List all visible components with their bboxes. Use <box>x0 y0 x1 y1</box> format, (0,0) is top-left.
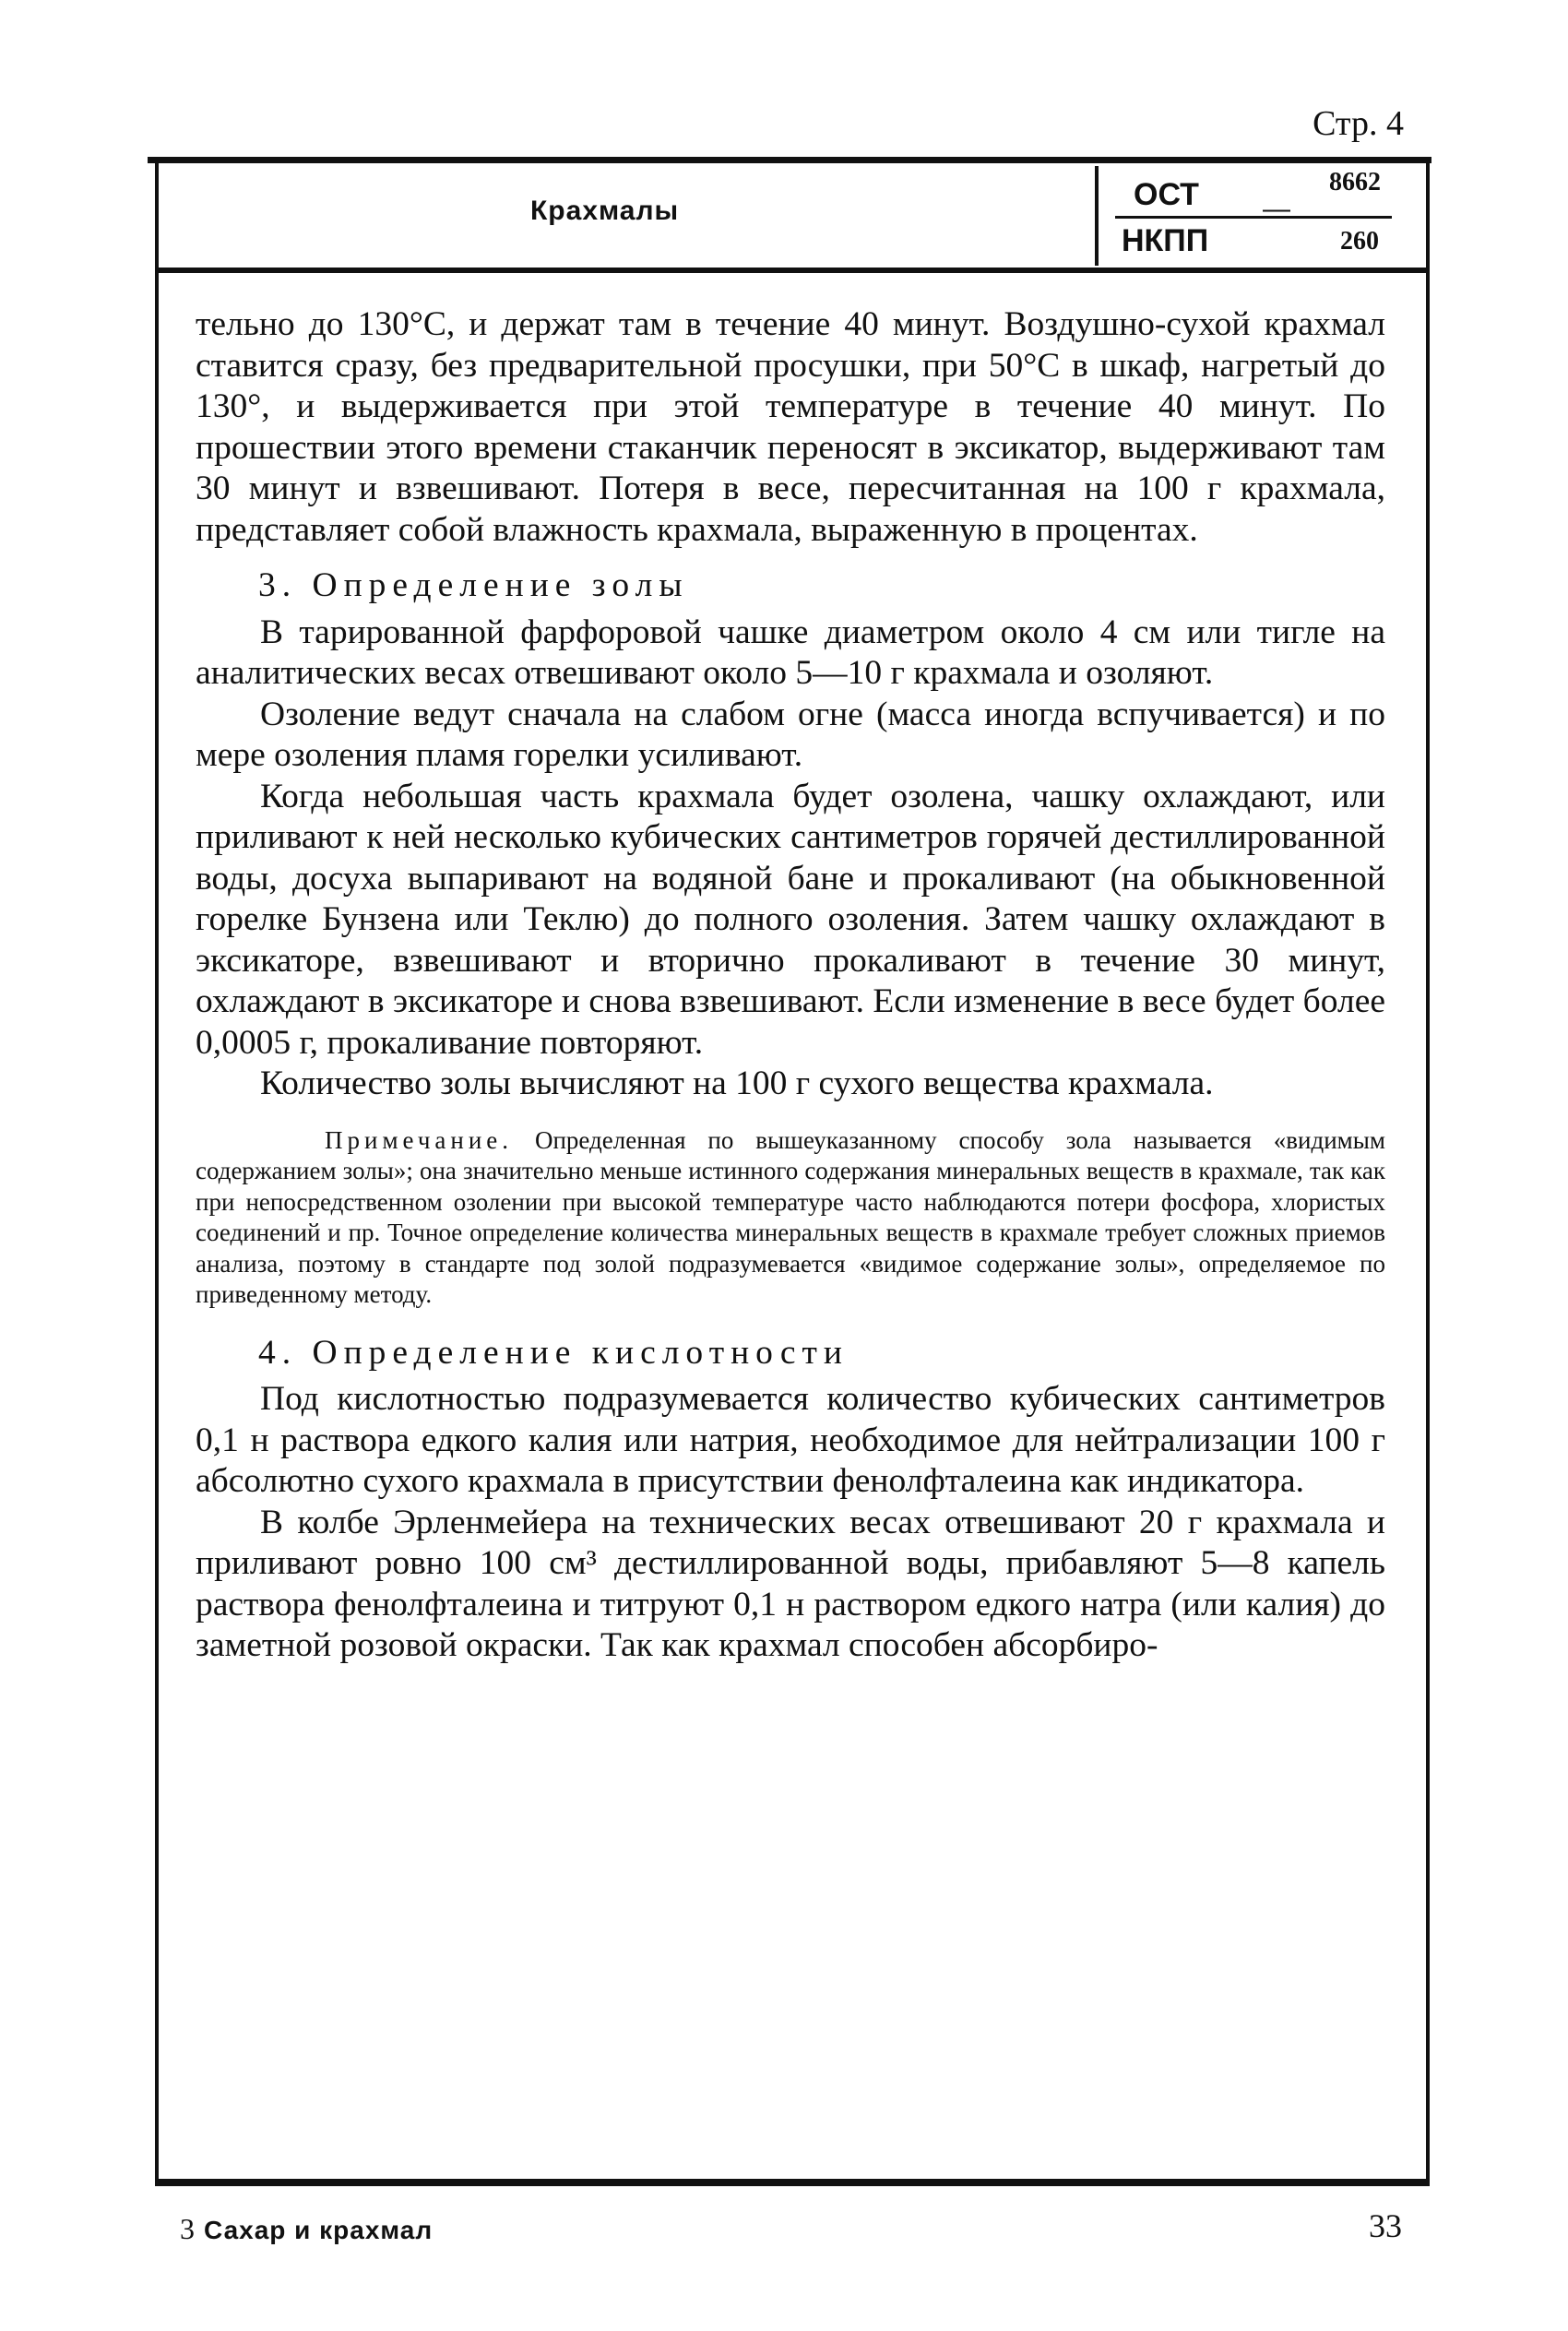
standard-dash: — <box>1263 194 1290 224</box>
paragraph-ash-burning: Озоление ведут сначала на слабом огне (масса иногда вспучивается) и по мере озоления пламя горелки усиливают. <box>196 695 1385 774</box>
note-lead: Примечание. <box>325 1125 514 1154</box>
standard-nkpp-label: НКПП <box>1122 223 1209 258</box>
section-heading-acidity: 4. Определение кислотности <box>258 1333 849 1372</box>
standard-divider <box>1115 216 1392 219</box>
paragraph-ash-calcination: Когда небольшая часть крахмала будет озолена, чашку охлаждают, или приливают к ней несколько кубических сантиметров горячей дестиллированной воды, досуха выпаривают на водяной бане и прокаливают (на обыкновенной горелке Бунзена или Теклю) до полного озоления. Затем чашку охлаждают в эксикаторе, взвешивают и вторично прокаливают в течение 30 минут, охлаждают в эксикаторе и снова взвешивают. Если изменение в весе будет более 0,0005 г, прокаливание повторяют. <box>196 777 1385 1062</box>
footer-sheet-number: 3 <box>180 2212 195 2245</box>
standard-designation <box>1095 166 1412 266</box>
standard-subnumber: 260 <box>1340 227 1379 256</box>
footer-page-number: 33 <box>1369 2207 1402 2244</box>
standard-number: 8662 <box>1329 168 1381 196</box>
standard-ost-label: ОСТ <box>1134 177 1199 212</box>
note-text: Определенная по вышеуказанному способу зола называется «видимым содержанием золы»; она значительно меньше истинного содержания минеральных веществ в крахмале, так как при непосредственном озолении при высокой температуре часто наблюдаются потери фосфора, хлористых соединений и пр. Точное определение количества минеральных веществ в крахмале требует сложных приемов анализа, поэтому в стандарте под золой подразумевается «видимое содержание золы», определяемое по приведенному методу. <box>196 1125 1385 1308</box>
paragraph-ash-weighing: В тарированной фарфоровой чашке диаметром около 4 см или тигле на аналитических весах отвешивают около 5—10 г крахмала и озоляют. <box>196 612 1385 692</box>
paragraph-acidity-procedure: В колбе Эрленмейера на технических весах отвешивают 20 г крахмала и приливают ровно 100 см³ дестиллированной воды, прибавляют 5—8 капель раствора фенолфталеина и титруют 0,1 н раствором едкого натра (или калия) до заметной розовой окраски. Так как крахмал способен абсорбиро- <box>196 1503 1385 1664</box>
header-rule <box>155 268 1430 273</box>
page-label: Стр. 4 <box>1313 104 1404 143</box>
footer-book-title: Сахар и крахмал <box>204 2216 434 2244</box>
note-visible-ash <box>196 1125 1385 1311</box>
paragraph-acidity-definition: Под кислотностью подразумевается количество кубических сантиметров 0,1 н раствора едкого калия или натрия, необходимое для нейтрализации 100 г абсолютно сухого крахмала в присутствии фенолфталеина как индикатора. <box>196 1380 1385 1500</box>
paragraph-ash-calculation: Количество золы вычисляют на 100 г сухого вещества крахмала. <box>260 1064 1214 1102</box>
document-title: Крахмалы <box>530 196 680 226</box>
footer-signature <box>180 2212 433 2246</box>
paragraph-moisture-end: тельно до 130°С, и держат там в течение 40 минут. Воздушно-сухой крахмал ставится сразу, без предварительной просушки, при 50°С в шкаф, нагретый до 130°, и выдерживается при этой температуре в течение 40 минут. По прошествии этого времени стаканчик переносят в эксикатор, выдерживают там 30 минут и взвешивают. Потеря в весе, пересчитанная на 100 г крахмала, представляет собой влажность крахмала, выраженную в процентах. <box>196 305 1385 549</box>
section-heading-ash: 3. Определение золы <box>258 566 689 604</box>
document-body <box>196 304 1385 1667</box>
